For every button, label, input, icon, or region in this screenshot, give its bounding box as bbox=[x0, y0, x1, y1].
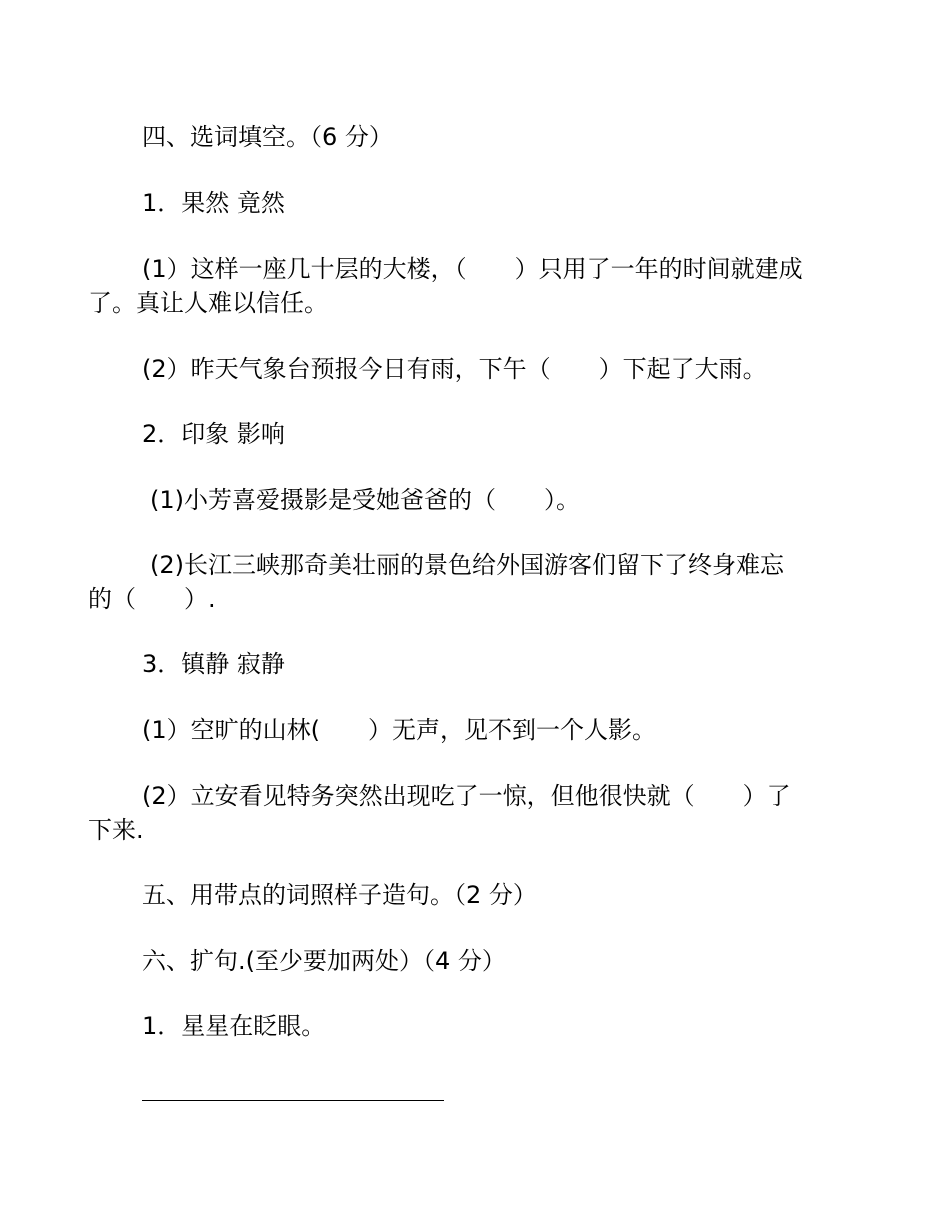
section-4-heading: 四、选词填空。（6 分） bbox=[142, 123, 393, 151]
q3-item2-line2: 下来. bbox=[88, 816, 144, 844]
q2-item1: (1)小芳喜爱摄影是受她爸爸的（ ）。 bbox=[150, 486, 580, 514]
q3-word-choices: 3．镇静 寂静 bbox=[142, 650, 285, 678]
q3-item2-line1: (2）立安看见特务突然出现吃了一惊，但他很快就（ ）了 bbox=[142, 782, 791, 810]
answer-blank-line bbox=[142, 1100, 444, 1101]
q2-word-choices: 2．印象 影响 bbox=[142, 420, 285, 448]
q3-item1: (1）空旷的山林( ）无声，见不到一个人影。 bbox=[142, 716, 656, 744]
section-6-heading: 六、扩句.(至少要加两处）（4 分） bbox=[142, 947, 506, 975]
q1-item1-line1: (1）这样一座几十层的大楼，（ ）只用了一年的时间就建成 bbox=[142, 255, 803, 283]
section-6-q1: 1．星星在眨眼。 bbox=[142, 1012, 326, 1040]
q1-word-choices: 1．果然 竟然 bbox=[142, 189, 285, 217]
q2-item2-line2: 的（ ）. bbox=[88, 585, 216, 613]
section-5-heading: 五、用带点的词照样子造句。（2 分） bbox=[142, 881, 537, 909]
q2-item2-line1: (2)长江三峡那奇美壮丽的景色给外国游客们留下了终身难忘 bbox=[150, 551, 784, 579]
q1-item2: (2）昨天气象台预报今日有雨，下午（ ）下起了大雨。 bbox=[142, 355, 767, 383]
q1-item1-line2: 了。真让人难以信任。 bbox=[88, 289, 328, 317]
